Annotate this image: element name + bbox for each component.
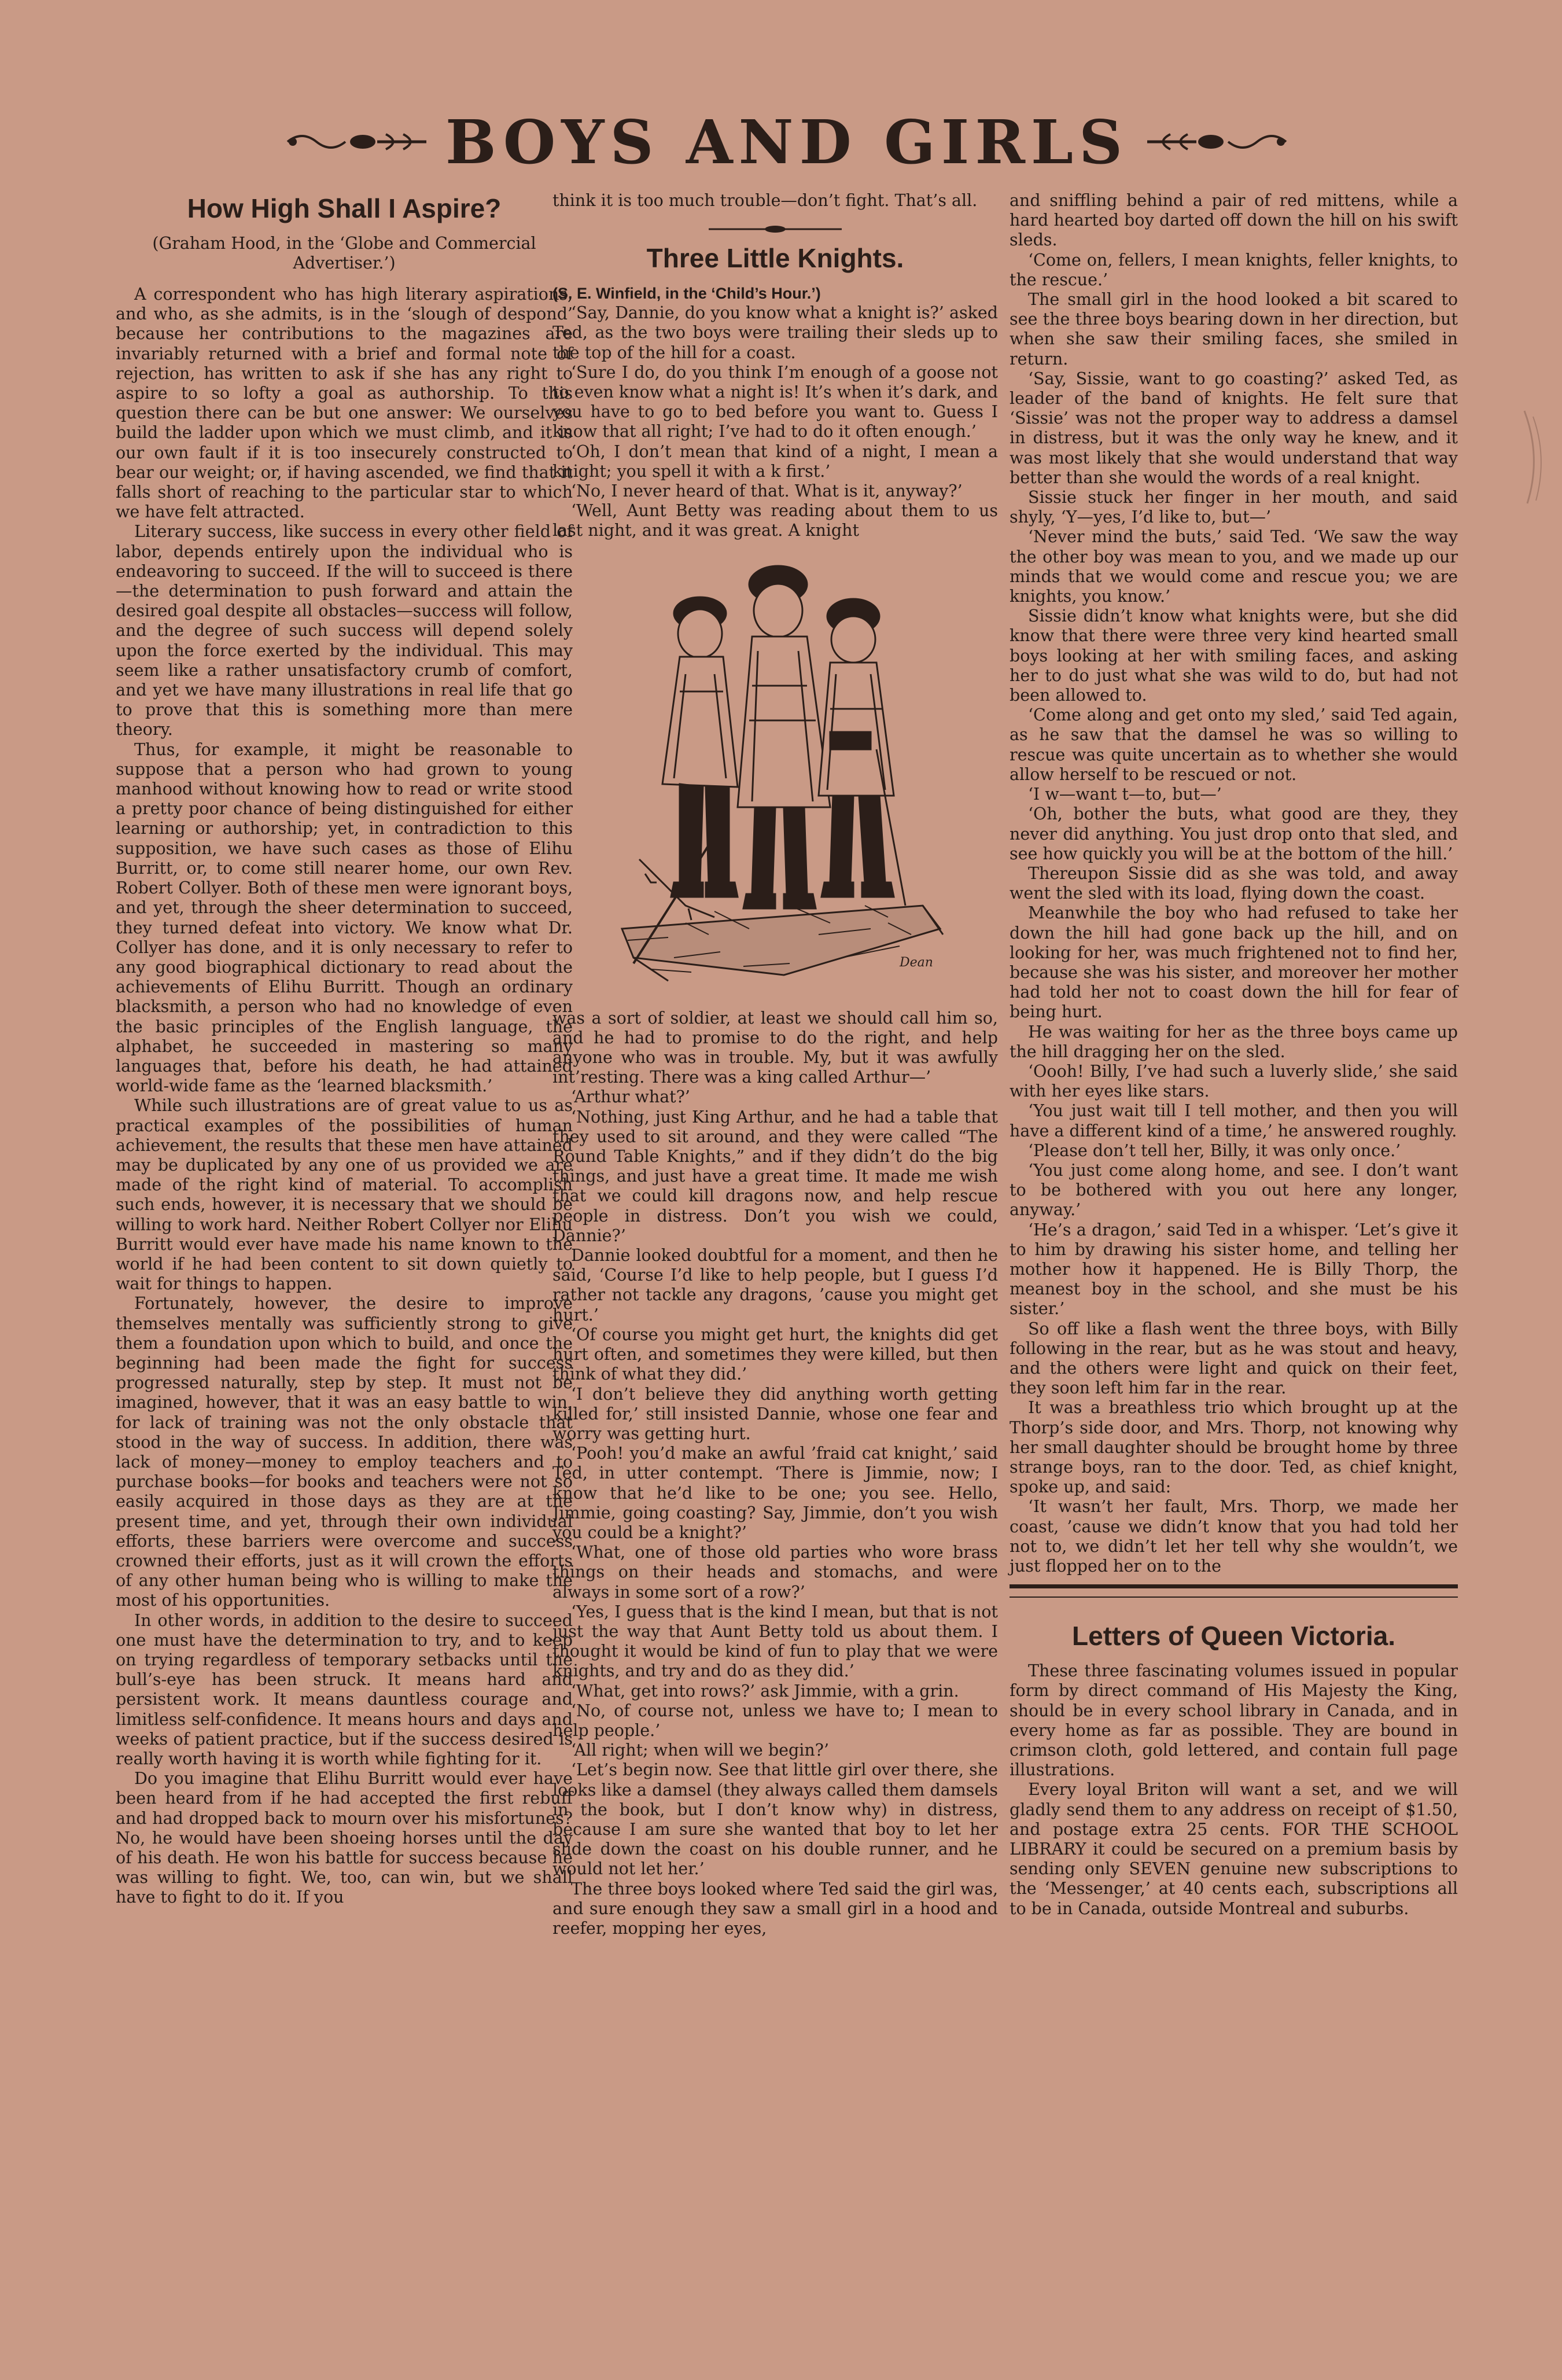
- article-paragraph: ‘Oooh! Billy, I’ve had such a luverly slide,’ she said with her eyes like stars.: [1010, 1061, 1458, 1101]
- article-paragraph: The three boys looked where Ted said the girl was, and sure enough they saw a small girl in a hood and reefer, mopping her eyes,: [552, 1879, 998, 1938]
- article-paragraph: ‘Please don’t tell her, Billy, it was only once.’: [1028, 1141, 1401, 1160]
- article-paragraph: Dannie looked doubtful for a moment, and then he said, ‘Course I’d like to help people, but I guess I’d rather not tackle any dragons, ’cause you might get hurt.’: [552, 1246, 998, 1325]
- article-paragraph: In other words, in addition to the desire to succeed one must have the determination to try, and to keep on trying regardless of temporary setbacks until the bull’s-eye has been struck. It means hard and persistent work. It means dauntless courage and limitless self-confidence. It means hours and days and weeks of patient practice, but if the success desired is really worth having it is worth while fighting for it.: [116, 1610, 573, 1769]
- article-paragraph: Do you imagine that Elihu Burritt would ever have been heard from if he had accepted the first rebuff and had dropped back to mourn over his misfortunes? No, he would have been shoeing horses until the day of his death. He won his battle for success because he was willing to fight. We, too, can win, but we shall have to fight to do it. If you: [116, 1769, 573, 1907]
- article-paragraph: ‘What, one of those old parties who wore brass things on their heads and stomachs, and were always in some sort of a row?’: [552, 1543, 998, 1602]
- article-paragraph: Fortunately, however, the desire to improve themselves mentally was sufficiently strong to give them a foundation upon which to build, and once the beginning had been made the fight for success progressed naturally, step by step. It must not be imagined, however, that it was an easy battle to win, for lack of training was not the only obstacle that stood in the way of success. In addition, there was lack of money—money to employ teachers and to purchase books—for books and teachers were not so easily acquired in those days as they are at the present time, and yet, through their own individual efforts, these barriers were overcome and success crowned their efforts, just as it will crown the efforts of any other human being who is willing to make the most of his opportunities.: [116, 1294, 573, 1610]
- article-paragraph: ‘Oh, bother the buts, what good are they, they never did anything. You just drop onto that sled, and see how quickly you will be at the bottom of the hill.’: [1010, 804, 1458, 863]
- article-paragraph: ‘Come on, fellers, I mean knights, feller knights, to the rescue.’: [1010, 250, 1458, 289]
- article-paragraph: ‘Nothing, just King Arthur, and he had a table that they used to sit around, and they were called “The Round Table Knights,” and if they didn’t do the big things, and just have a great time. It made me wish that we could kill dragons now, and help rescue people in distress. Don’t you wish we could, Dannie?’: [552, 1107, 998, 1245]
- article-paragraph: ‘Oh, I don’t mean that kind of a night, I mean a knight; you spell it with a k first.’: [552, 442, 998, 481]
- article-byline: (Graham Hood, in the ‘Globe and Commercial Advertiser.’): [152, 234, 536, 273]
- article-paragraph: So off like a flash went the three boys, with Billy following in the rear, but as he was stout and heavy, and the others were light and quick on their feet, they soon left him far in the rear.: [1010, 1319, 1458, 1398]
- article-paragraph: These three fascinating volumes issued in popular form by direct command of His Majesty the King, should be in every school library in Canada, and in every home as far as possible. They are bound in crimson cloth, gold lettered, and contain full page illustrations.: [1010, 1661, 1458, 1780]
- article-paragraph: ‘Arthur what?’: [571, 1087, 690, 1107]
- column-left: [116, 191, 573, 1908]
- article-continuation: think it is too much trouble—don’t fight. That’s all.: [552, 191, 978, 210]
- article-paragraph: The small girl in the hood looked a bit scared to see the three boys bearing down in her direction, but when she saw their smiling faces, she smiled in return.: [1010, 290, 1458, 369]
- article-paragraph: ‘You just come along home, and see. I don’t want to be bothered with you out here any longer, anyway.’: [1010, 1160, 1458, 1220]
- article-paragraph: Every loyal Briton will want a set, and we will gladly send them to any address on receipt of $1.50, and postage extra 25 cents. FOR THE SCHOOL LIBRARY it could be secured on a premium basis by sending only SEVEN genuine new subscriptions to the ‘Messenger,’ at 40 cents each, subscriptions all to be in Canada, outside Montreal and suburbs.: [1010, 1780, 1458, 1918]
- article-paragraph: and sniffling behind a pair of red mittens, while a hard hearted boy darted off down the hill on his swift sleds.: [1010, 191, 1458, 250]
- article-paragraph: ‘Let’s begin now. See that little girl over there, she looks like a damsel (they always called them damsels in the book, but I don’t know why) in distress, because I am sure she wanted that boy to let her slide down the coast on his double runner, and he would not let her.’: [552, 1760, 998, 1879]
- article-paragraph: Literary success, like success in every other field of labor, depends entirely upon the individual who is endeavoring to succeed. If the will to succeed is there—the determination to push forward and attain the desired goal despite all obstacles—success will follow, and the degree of such success will depend solely upon the force exerted by the individual. This may seem like a rather unsatisfactory crumb of comfort, and yet we have many illustrations in real life that go to prove that this is something more than mere theory.: [116, 522, 573, 740]
- section-divider: [709, 223, 842, 235]
- article-paragraph: ‘Come along and get onto my sled,’ said Ted again, as he saw that the damsel he was so willing to rescue was quite uncertain as to whether she would allow herself to be rescued or not.: [1010, 705, 1458, 784]
- article-paragraph: He was waiting for her as the three boys came up the hill dragging her on the sled.: [1010, 1022, 1458, 1061]
- article-paragraph: ‘I don’t believe they did anything worth getting killed for,’ still insisted Dannie, whose one fear and worry was getting hurt.: [552, 1384, 998, 1443]
- article-paragraph: was a sort of soldier, at least we should call him so, and he had to promise to do the right, and help anyone who was in trouble. My, but it was awfully int’resting. There was a king called Arthur—’: [552, 1008, 998, 1087]
- article-paragraph: ‘I w—want t—to, but—’: [1028, 785, 1222, 804]
- article-paragraph: ‘He’s a dragon,’ said Ted in a whisper. ‘Let’s give it to him by drawing his sister home, and telling her mother how it happened. He is Billy Thorp, the meanest boy in the school, and she must be his sister.’: [1010, 1220, 1458, 1319]
- page-fold-mark: [1519, 405, 1550, 509]
- article-paragraph: Sissie didn’t know what knights were, but she did know that there were three very kind hearted small boys looking at her with smiling faces, and asking her to do just what she was wild to do, but had not been allowed to.: [1010, 606, 1458, 705]
- article-paragraph: Meanwhile the boy who had refused to take her down the hill had gone back up the hill, and on looking for her, was much frightened not to find her, because she was his sister, and moreover her mother had told her not to coast down the hill for fear of being hurt.: [1010, 903, 1458, 1022]
- article-paragraph: ‘Well, Aunt Betty was reading about them to us last night, and it was great. A knight: [552, 501, 998, 540]
- article-paragraph: A correspondent who has high literary aspirations, and who, as she admits, is in the ‘slough of despond’ because her contributions to the magazines are invariably returned with a brief and formal note of rejection, has written to ask if she has any right to aspire to so lofty a goal as authorship. To this question there can be but one answer: We ourselves build the ladder upon which we must climb, and it is our own fault if it is too insecurely constructed to bear our weight; or, if having ascended, we find that it falls short of reaching to the particular star to which we have felt attracted.: [116, 285, 573, 522]
- article-byline: (S. E. Winfield, in the ‘Child’s Hour.’): [552, 285, 821, 303]
- article-paragraph: ‘Of course you might get hurt, the knights did get hurt often, and sometimes they were killed, but then think of what they did.’: [552, 1325, 998, 1384]
- article-paragraph: ‘Never mind the buts,’ said Ted. ‘We saw the way the other boy was mean to you, and we made up our minds that we would come and rescue you; we are knights, you know.’: [1010, 527, 1458, 606]
- column-middle: [552, 191, 998, 1938]
- column-right: [1010, 191, 1458, 1919]
- article-paragraph: ‘Say, Dannie, do you know what a knight is?’ asked Ted, as the two boys were trailing their sleds up to the top of the hill for a coast.: [552, 303, 998, 362]
- article-title: How High Shall I Aspire?: [187, 193, 502, 223]
- article-paragraph: Thus, for example, it might be reasonable to suppose that a person who had grown to young manhood without knowing how to read or write stood a pretty poor chance of being distinguished for either learning or authorship; yet, in contradiction to this supposition, we have such cases as those of Elihu Burritt, or, to come still nearer home, our own Rev. Robert Collyer. Both of these men were ignorant boys, and yet, through the sheer determination to succeed, they turned defeat into victory. We know what Dr. Collyer has done, and it is only necessary to refer to any good biographical dictionary to read about the achievements of Elihu Burritt. Though an ordinary blacksmith, a person who had no knowledge of even the basic principles of the English language, the alphabet, he succeeded in mastering so many languages that, before his death, he had attained world-wide fame as the ‘learned blacksmith.’: [116, 740, 573, 1096]
- article-paragraph: ‘All right; when will we begin?’: [571, 1741, 830, 1760]
- article-paragraph: ‘Sure I do, do you think I’m enough of a goose not to even know what a night is! It’s when it’s dark, and you have to go to bed before you want to. Guess I know that all right; I’ve had to do it often enough.’: [552, 362, 998, 442]
- left-scroll-ornament: [285, 127, 429, 156]
- article-title: Three Little Knights.: [646, 243, 904, 274]
- article-paragraph: ‘No, I never heard of that. What is it, anyway?’: [571, 481, 963, 501]
- masthead: [208, 104, 1365, 179]
- right-scroll-ornament: [1144, 127, 1289, 156]
- illustration-signature: Dean: [900, 955, 933, 970]
- article-paragraph: ‘What, get into rows?’ ask Jimmie, with a grin.: [571, 1681, 959, 1701]
- article-paragraph: Thereupon Sissie did as she was told, and away went the sled with its load, flying down the coast.: [1010, 863, 1458, 903]
- article-title: Letters of Queen Victoria.: [1072, 1621, 1395, 1651]
- article-paragraph: ‘No, of course not, unless we have to; I mean to help people.’: [552, 1701, 998, 1740]
- article-paragraph: While such illustrations are of great value to us as practical examples of the possibilities of human achievement, the results that these men have attained may be duplicated by any one of us provided we are made of the right kind of material. To accomplish such ends, however, it is necessary that we should be willing to work hard. Neither Robert Collyer nor Elihu Burritt would ever have made his name known to the world if he had been content to sit down quietly to wait for things to happen.: [116, 1096, 573, 1294]
- three-knights-illustration: [599, 558, 952, 998]
- article-paragraph: Sissie stuck her finger in her mouth, and said shyly, ‘Y—yes, I’d like to, but—’: [1010, 488, 1458, 527]
- thick-divider: [1010, 1584, 1458, 1598]
- article-paragraph: ‘Yes, I guess that is the kind I mean, but that is not just the way that Aunt Betty told us about them. I thought it would be kind of fun to play that we were knights, and try and do as they did.’: [552, 1602, 998, 1681]
- section-title: BOYS AND GIRLS: [445, 106, 1129, 178]
- article-paragraph: ‘Pooh! you’d make an awful ’fraid cat knight,’ said Ted, in utter contempt. ‘There is Jimmie, now; I know that he’d like to be one; you see. Hello, Jimmie, going coasting? Say, Jimmie, don’t you wish you could be a knight?’: [552, 1444, 998, 1542]
- article-paragraph: ‘Say, Sissie, want to go coasting?’ asked Ted, as leader of the band of knights. He felt sure that ‘Sissie’ was not the proper way to address a damsel in distress, but it was the only way he knew, and it was most likely that she would understand that way better than she would the words of a real knight.: [1010, 369, 1458, 487]
- article-paragraph: It was a breathless trio which brought up at the Thorp’s side door, and Mrs. Thorp, not knowing why her small daughter should be brought home by three strange boys, ran to the door. Ted, as chief knight, spoke up, and said:: [1010, 1398, 1458, 1497]
- article-paragraph: ‘It wasn’t her fault, Mrs. Thorp, we made her coast, ’cause we didn’t know that you had told her not to, we didn’t let her tell why she wouldn’t, we just flopped her on to the: [1010, 1497, 1458, 1576]
- article-paragraph: ‘You just wait till I tell mother, and then you will have a different kind of a time,’ he answered roughly.: [1010, 1101, 1458, 1141]
